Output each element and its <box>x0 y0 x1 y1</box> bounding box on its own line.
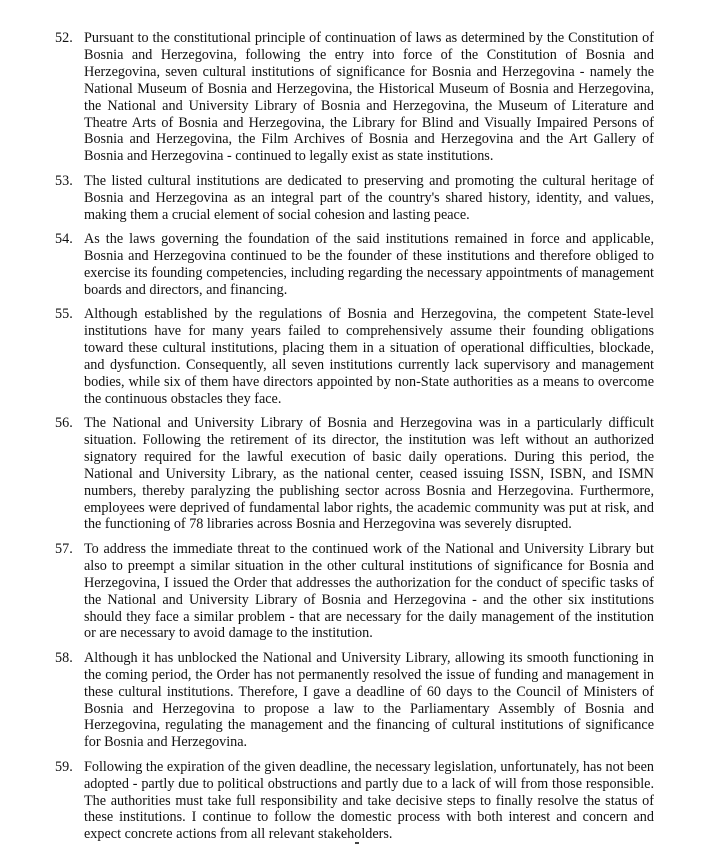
paragraph-number: 57. <box>55 540 73 557</box>
paragraph-52 <box>0 30 718 165</box>
paragraph-text: The listed cultural institutions are dedicated to preserving and promoting the cultural heritage of Bosnia and Herzegovina as an integral part of the country's shared history, identity, and values, making them a crucial element of social cohesion and lasting peace. <box>84 172 654 223</box>
paragraph-number: 54. <box>55 230 73 247</box>
paragraph-57 <box>0 541 718 642</box>
paragraph-text: As the laws governing the foundation of the said institutions remained in force and applicable, Bosnia and Herzegovina continued to be the founder of these institutions and therefore obliged to exercise its founding competencies, including regarding the necessary appointments of management boards and directors, and financing. <box>84 230 654 298</box>
page-edge-mark <box>355 842 359 844</box>
paragraph-number: 52. <box>55 30 73 46</box>
paragraph-text: To address the immediate threat to the continued work of the National and University Library but also to preempt a similar situation in the other cultural institutions of significance for Bosnia and Herzegovina, I issued the Order that addresses the authorization for the conduct of specific tasks of the National and University Library of Bosnia and Herzegovina - and the other six institutions should they face a similar problem - that are necessary for the daily management of the institution or are necessary to avoid damage to the institution. <box>84 540 654 642</box>
paragraph-58 <box>0 650 718 751</box>
paragraph-text: Following the expiration of the given deadline, the necessary legislation, unfortunately, has not been adopted - partly due to political obstructions and partly due to a lack of will from those responsible. The authorities must take full responsibility and take decisive steps to finally resolve the status of these institutions. I continue to follow the domestic process with both interest and concern and expect concrete actions from all relevant stakeholders. <box>84 758 654 843</box>
paragraph-text: Although established by the regulations of Bosnia and Herzegovina, the competent State-level institutions have for many years failed to comprehensively assume their founding obligations toward these cultural institutions, placing them in a situation of operational difficulties, blockade, and dysfunction. Consequently, all seven institutions currently lack supervisory and management bodies, while six of them have directors appointed by non-State authorities as a means to overcome the continuous obstacles they face. <box>84 306 654 407</box>
paragraph-53 <box>0 173 718 224</box>
paragraph-number: 53. <box>55 172 73 189</box>
paragraph-55 <box>0 306 718 407</box>
paragraph-text: Although it has unblocked the National and University Library, allowing its smooth functioning in the coming period, the Order has not permanently resolved the issue of funding and management in these cultural institutions. Therefore, I gave a deadline of 60 days to the Council of Ministers of Bosnia and Herzegovina to propose a law to the Parliamentary Assembly of Bosnia and Herzegovina, regulating the management and the financing of cultural institutions of significance for Bosnia and Herzegovina. <box>84 649 654 751</box>
paragraph-54 <box>0 231 718 299</box>
paragraph-number: 55. <box>55 306 73 323</box>
paragraph-number: 56. <box>55 415 73 432</box>
paragraph-text: The National and University Library of Bosnia and Herzegovina was in a particularly difficult situation. Following the retirement of its director, the institution was left without an authorized signatory required for the lawful execution of basic daily operations. During this period, the National and University Library, as the national center, ceased issuing ISSN, ISBN, and ISMN numbers, thereby paralyzing the publishing sector across Bosnia and Herzegovina. Furthermore, employees were deprived of fundamental labor rights, the academic community was put at risk, and the functioning of 78 libraries across Bosnia and Herzegovina was severely disrupted. <box>84 415 654 533</box>
paragraph-number: 58. <box>55 649 73 666</box>
document-page <box>0 30 718 851</box>
paragraph-56 <box>0 415 718 533</box>
paragraph-number: 59. <box>55 758 73 775</box>
paragraph-text: Pursuant to the constitutional principle of continuation of laws as determined by the Constitution of Bosnia and Herzegovina, following the entry into force of the Constitution of Bosnia and Herzegovina, seven cultural institutions of significance for Bosnia and Herzegovina - namely the National Museum of Bosnia and Herzegovina, the Historical Museum of Bosnia and Herzegovina, the National and University Library of Bosnia and Herzegovina, the Museum of Literature and Theatre Arts of Bosnia and Herzegovina, the Library for Blind and Visually Impaired Persons of Bosnia and Herzegovina, the Film Archives of Bosnia and Herzegovina and the Art Gallery of Bosnia and Herzegovina - continued to legally exist as state institutions. <box>84 30 654 165</box>
paragraph-59 <box>0 759 718 844</box>
